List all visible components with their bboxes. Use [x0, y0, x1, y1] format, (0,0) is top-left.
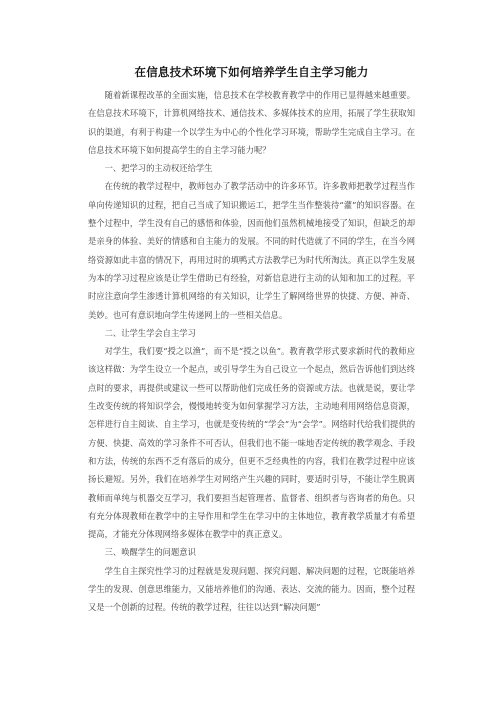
section-heading: 二、让学生学会自主学习 — [104, 327, 196, 338]
document-body — [88, 86, 415, 617]
section-heading: 三、唤醒学生的问题意识 — [104, 547, 196, 558]
body-paragraph: 学生自主探究性学习的过程就是发现问题、探究问题、解决问题的过程，它既能培养学生的发现、创意思维能力，又能培养他们的沟通、表达、交流的能力。因而，整个过程又是一个创新的过程。传统的教学过程，往往以达到“解决问题” — [88, 565, 415, 613]
body-paragraph: 随着新课程改革的全面实施，信息技术在学校教育教学中的作用已显得越来越重要。在信息技术环境下，计算机网络技术、通信技术、多媒体技术的应用，拓展了学生获取知识的渠道，有利于构建一个以学生为中心的个性化学习环境，帮助学生完成自主学习。在信息技术环境下如何提高学生的自主学习能力呢？ — [88, 90, 415, 155]
body-paragraph: 对学生，我们要“授之以渔”，而不是“授之以鱼”。教育教学形式要求新时代的教师应该这样做：为学生设立一个起点，或引导学生为自己设立一个起点，然后告诉他们到达终点时的要求，再提供或建议一些可以帮助他们完成任务的资源或方法。也就是说，要让学生改变传统的将知识学会，慢慢地转变为如何掌握学习方法，主动地利用网络信息资源，怎样进行自主阅读、自主学习，也就是变传统的“学会”为“会学”。网络时代给我们提供的方便、快捷、高效的学习条件不可否认，但我们也不能一味地否定传统的教学观念、手段和方法，传统的东西不乏有落后的成分，但更不乏经典性的内容，我们在教学过程中应该扬长避短。另外，我们在培养学生对网络产生兴趣的同时，要适时引导，不能让学生脱离教师而单纯与机器交互学习，我们要担当起管理者、监督者、组织者与咨询者的角色。只有充分体现教师在教学中的主导作用和学生在学习中的主体地位，教育教学质量才有希望提高，才能充分体现网络多媒体在教学中的真正意义。 — [88, 346, 415, 540]
section-heading: 一、把学习的主动权还给学生 — [104, 163, 213, 174]
body-paragraph: 在传统的教学过程中，教师包办了教学活动中的许多环节。许多教师把教学过程当作单向传递知识的过程，把自己当成了知识搬运工，把学生当作整装待“灌”的知识容器。在整个过程中，学生没有自己的感悟和体验，因而他们虽然机械地接受了知识，但缺乏的却是亲身的体验、美好的情感和自主能力的发展。不同的时代造就了不同的学生，在当今网络资源如此丰富的情况下，再用过时的填鸭式方法教学已为时代所淘汰。真正以学生发展为本的学习过程应该是让学生借助已有经验，对新信息进行主动的认知和加工的过程。平时应注意向学生渗透计算机网络的有关知识，让学生了解网络世界的快捷、方便、神奇、美妙。也可有意识地向学生传递网上的一些相关信息。 — [88, 181, 415, 320]
document-title: 在信息技术环境下如何培养学生自主学习能力 — [134, 65, 369, 79]
